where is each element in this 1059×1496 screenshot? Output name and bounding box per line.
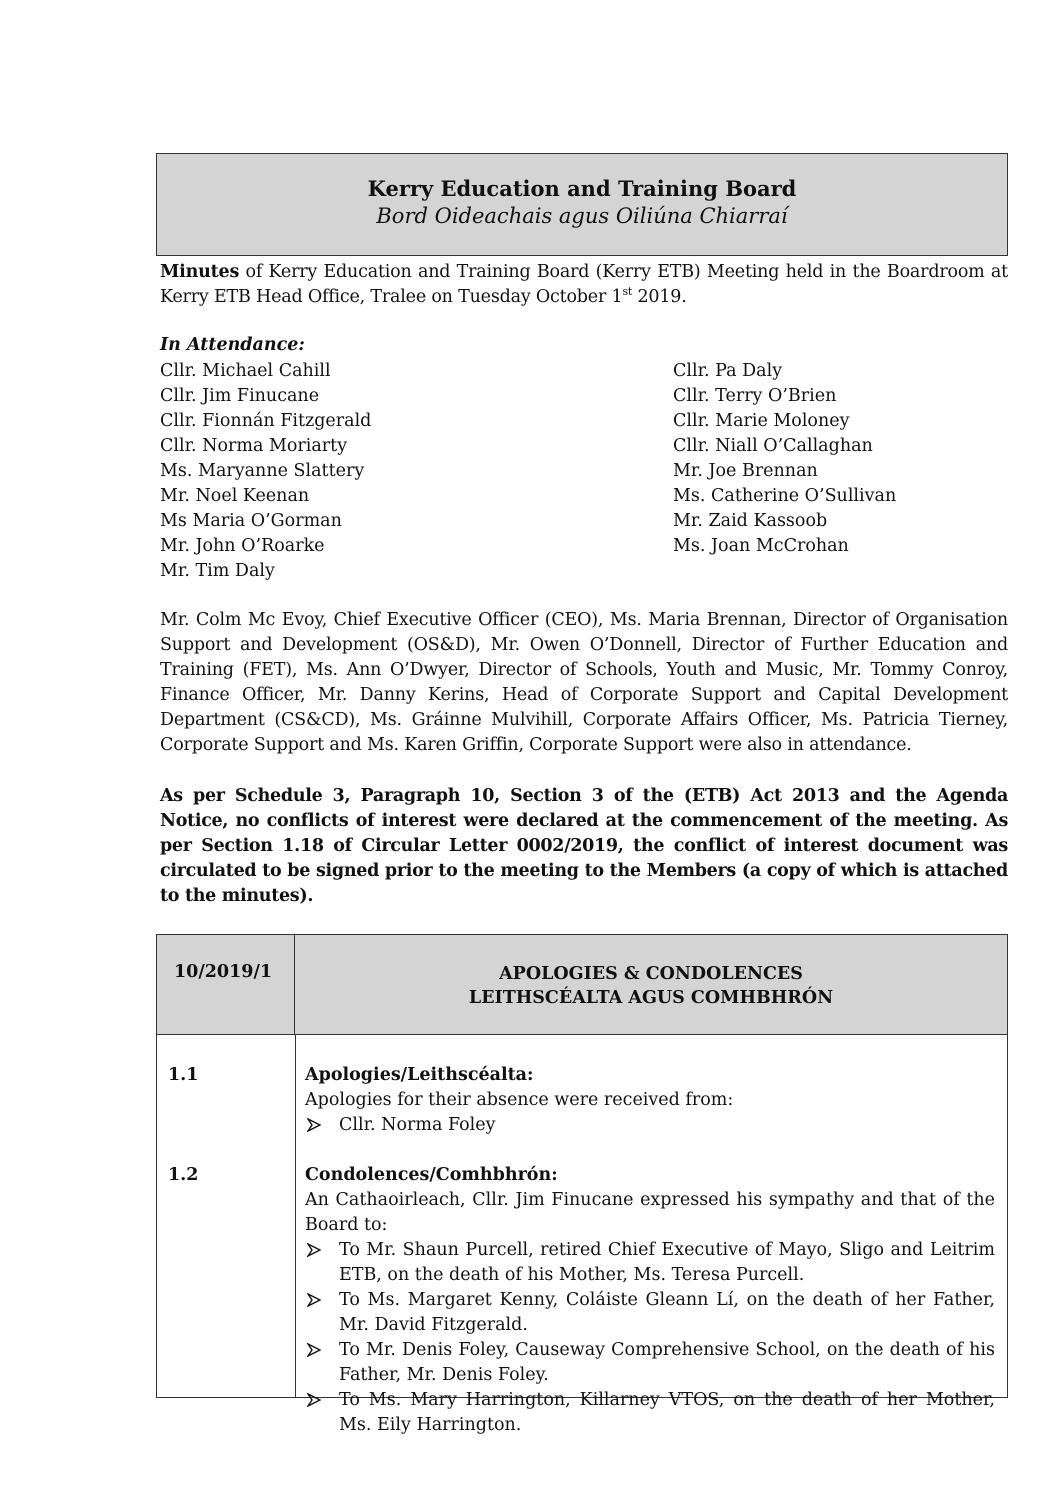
attendee: Cllr. Norma Moriarty — [160, 436, 348, 456]
agenda-item-table — [156, 934, 1008, 1435]
item-title-english: APOLOGIES & CONDOLENCES — [499, 964, 803, 984]
section-heading: Apologies/Leithscéalta: — [305, 1065, 534, 1085]
list-item: To Ms. Margaret Kenny, Coláiste Gleann Lí, on the death of her Father, Mr. David Fitzgerald. — [305, 1288, 995, 1338]
condolences-list — [305, 1238, 995, 1438]
section-number: 1.1 — [168, 1065, 199, 1085]
attendee: Ms Maria O’Gorman — [160, 511, 342, 531]
list-item: To Ms. Mary Harrington, Killarney VTOS, on the death of her Mother, Ms. Eily Harrington. — [305, 1388, 995, 1438]
attendee: Ms. Joan McCrohan — [673, 536, 849, 556]
section-text: An Cathaoirleach, Cllr. Jim Finucane expressed his sympathy and that of the Board to: — [305, 1190, 995, 1235]
title-box — [156, 153, 1008, 256]
attendee: Mr. Zaid Kassoob — [673, 511, 828, 531]
list-item: To Mr. Denis Foley, Causeway Comprehensive School, on the death of his Father, Mr. Denis Foley. — [305, 1338, 995, 1388]
attendee: Cllr. Terry O’Brien — [673, 386, 837, 406]
attendee: Cllr. Marie Moloney — [673, 411, 850, 431]
attendee: Ms. Catherine O’Sullivan — [673, 486, 897, 506]
attendance-list-left — [160, 359, 371, 584]
attendee: Cllr. Michael Cahill — [160, 361, 331, 381]
section-apologies — [305, 1063, 995, 1138]
list-item: To Mr. Shaun Purcell, retired Chief Executive of Mayo, Sligo and Leitrim ETB, on the death of his Mother, Ms. Teresa Purcell. — [305, 1238, 995, 1288]
board-title-irish: Bord Oideachais agus Oiliúna Chiarraí — [376, 204, 788, 228]
arrow-bullet-icon — [307, 1393, 321, 1407]
attendee: Cllr. Niall O’Callaghan — [673, 436, 873, 456]
attendee: Mr. Noel Keenan — [160, 486, 310, 506]
officers-paragraph: Mr. Colm Mc Evoy, Chief Executive Officer (CEO), Ms. Maria Brennan, Director of Organisation Support and Development (OS&D), Mr. Owen O’Donnell, Director of Further Education and Training (FET), Ms. Ann O’Dwyer, Director of Schools, Youth and Music, Mr. Tommy Conroy, Finance Officer, Mr. Danny Kerins, Head of Corporate Support and Capital Development Department (CS&CD), Ms. Gráinne Mulvihill, Corporate Affairs Officer, Ms. Patricia Tierney, Corporate Support and Ms. Karen Griffin, Corporate Support were also in attendance. — [160, 610, 1008, 755]
attendee: Mr. Tim Daly — [160, 561, 275, 581]
minutes-text: of Kerry Education and Training Board (Kerry ETB) Meeting held in the Boardroom at Kerry ETB Head Office, Tralee on Tuesday October 1 — [160, 262, 1008, 307]
minutes-lead: Minutes — [160, 262, 240, 282]
arrow-bullet-icon — [307, 1343, 321, 1357]
attendee: Cllr. Jim Finucane — [160, 386, 320, 406]
attendee: Cllr. Fionnán Fitzgerald — [160, 411, 372, 431]
arrow-bullet-icon — [307, 1293, 321, 1307]
section-text: Apologies for their absence were received from: — [305, 1090, 734, 1110]
section-heading: Condolences/Comhbhrón: — [305, 1165, 558, 1185]
list-item: Cllr. Norma Foley — [305, 1113, 995, 1138]
attendance-list-right — [673, 359, 896, 559]
item-number-cell — [157, 935, 295, 1035]
conflict-of-interest-paragraph: As per Schedule 3, Paragraph 10, Section 3 of the (ETB) Act 2013 and the Agenda Notice, no conflicts of interest were declared at the commencement of the meeting. As per Section 1.18 of Circular Letter 0002/2019, the conflict of interest document was circulated to be signed prior to the meeting to the Members (a copy of which is attached to the minutes). — [160, 786, 1008, 906]
section-number: 1.2 — [168, 1165, 199, 1185]
date-suffix: st — [622, 285, 633, 299]
apologies-list — [305, 1113, 995, 1138]
attendee: Mr. Joe Brennan — [673, 461, 818, 481]
attendee: Mr. John O’Roarke — [160, 536, 325, 556]
attendee: Ms. Maryanne Slattery — [160, 461, 365, 481]
arrow-bullet-icon — [307, 1118, 321, 1132]
attendee: Cllr. Pa Daly — [673, 361, 783, 381]
attendance-heading: In Attendance: — [160, 335, 305, 355]
column-divider — [295, 1035, 296, 1397]
item-number: 10/2019/1 — [174, 962, 273, 982]
minutes-text-end: 2019. — [632, 287, 687, 307]
minutes-intro — [160, 260, 1008, 310]
item-title — [295, 962, 1007, 1010]
item-title-cell — [295, 935, 1007, 1035]
section-condolences — [305, 1163, 995, 1438]
arrow-bullet-icon — [307, 1243, 321, 1257]
board-title: Kerry Education and Training Board — [367, 176, 797, 201]
item-title-irish: LEITHSCÉALTA AGUS COMHBHRÓN — [468, 988, 834, 1008]
